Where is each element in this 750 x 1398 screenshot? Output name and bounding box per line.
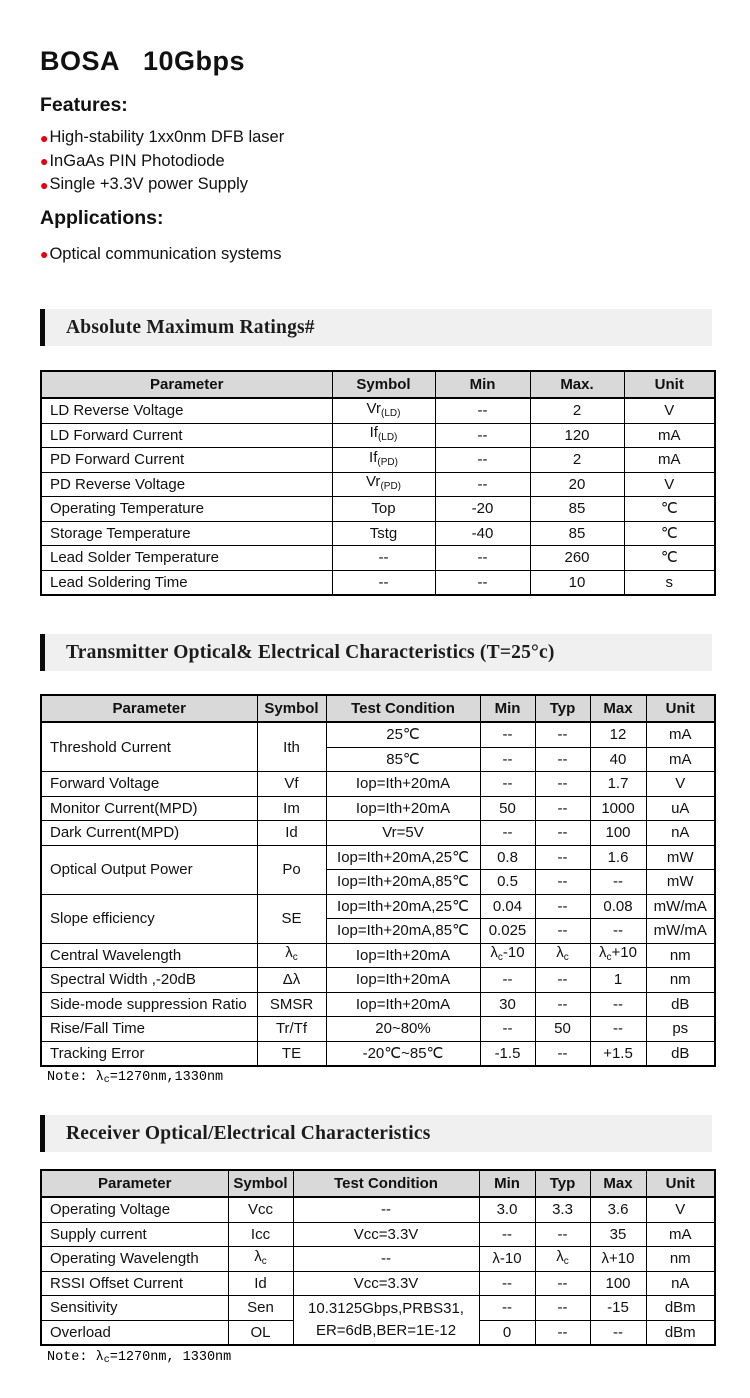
cell-unit: nm [646, 1247, 715, 1272]
cell-parameter: Spectral Width ,-20dB [41, 968, 257, 993]
cell-unit: V [624, 398, 715, 423]
cell-min: -- [435, 570, 530, 595]
cell-min [479, 1247, 535, 1272]
datasheet-page [0, 46, 750, 1398]
bullet-icon: ● [40, 246, 49, 263]
cell-max: 85 [530, 497, 624, 522]
section-title: Receiver Optical/Electrical Characteristics [66, 1122, 431, 1144]
cell-max: 1 [590, 968, 646, 993]
header-cell: Typ [535, 1170, 590, 1197]
header-cell: Symbol [228, 1170, 293, 1197]
table-row [41, 1197, 715, 1222]
cell-unit: ℃ [624, 497, 715, 522]
feature-item [40, 150, 712, 174]
section-bar-absolute-maximum-ratings [40, 309, 712, 346]
cell-condition: Iop=Ith+20mA [326, 992, 480, 1017]
table-row [41, 423, 715, 448]
cell-parameter: Supply current [41, 1222, 228, 1247]
feature-text: Single +3.3V power Supply [49, 175, 249, 193]
cell-max: 40 [590, 747, 646, 772]
value-suffix: -10 [499, 1250, 522, 1268]
symbol-base: λ [285, 944, 293, 962]
cell-min: -- [480, 722, 535, 747]
cell-parameter: Sensitivity [41, 1296, 228, 1321]
cell-min: -20 [435, 497, 530, 522]
transmitter-characteristics-table [40, 694, 716, 1067]
cell-symbol [332, 497, 435, 522]
symbol-base: λ [254, 1247, 262, 1265]
table-row [41, 398, 715, 423]
note-sub: c [103, 1355, 110, 1366]
header-cell: Max. [530, 371, 624, 398]
cell-condition: -- [293, 1247, 479, 1272]
value-base: λ [556, 1247, 564, 1265]
table-row [41, 1222, 715, 1247]
cell-unit: dB [646, 992, 715, 1017]
cell-min: 50 [480, 796, 535, 821]
cell-parameter: Operating Voltage [41, 1197, 228, 1222]
value-base: λ [490, 944, 498, 962]
cell-parameter: PD Forward Current [41, 448, 332, 473]
cell-symbol: SMSR [257, 992, 326, 1017]
table-header-row [41, 371, 715, 398]
table-row [41, 521, 715, 546]
table-row [41, 546, 715, 571]
symbol-sub: c [292, 952, 298, 964]
cell-typ: -- [535, 968, 590, 993]
table-row [41, 1017, 715, 1042]
cell-symbol [332, 423, 435, 448]
cell-max: -- [590, 870, 646, 895]
cell-typ: -- [535, 1320, 590, 1345]
symbol-base: Top [371, 500, 396, 518]
cell-max: 35 [590, 1222, 646, 1247]
cell-typ: -- [535, 722, 590, 747]
cell-unit: dB [646, 1041, 715, 1066]
cell-max: 100 [590, 821, 646, 846]
cell-unit: mA [646, 747, 715, 772]
table-row [41, 821, 715, 846]
cell-parameter: Forward Voltage [41, 772, 257, 797]
cell-parameter: Rise/Fall Time [41, 1017, 257, 1042]
cell-max: 1000 [590, 796, 646, 821]
cell-unit: mW/mA [646, 894, 715, 919]
cell-condition: 85℃ [326, 747, 480, 772]
cell-unit: dBm [646, 1320, 715, 1345]
applications-heading: Applications: [40, 206, 164, 229]
table-row [41, 894, 715, 919]
cell-condition: Iop=Ith+20mA,85℃ [326, 919, 480, 944]
cell-min: -- [435, 472, 530, 497]
cell-typ: -- [535, 821, 590, 846]
cell-unit: mA [646, 1222, 715, 1247]
value-sub: c [497, 952, 503, 964]
cell-min [480, 943, 535, 968]
cell-max: 10 [530, 570, 624, 595]
cell-symbol [332, 570, 435, 595]
cell-unit: dBm [646, 1296, 715, 1321]
table-row [41, 497, 715, 522]
table-row [41, 992, 715, 1017]
cell-symbol: Id [257, 821, 326, 846]
cell-condition: Iop=Ith+20mA,25℃ [326, 845, 480, 870]
header-cell: Max [590, 695, 646, 722]
cell-symbol: Id [228, 1271, 293, 1296]
cell-min: 0.5 [480, 870, 535, 895]
cell-typ: -- [535, 796, 590, 821]
value-base: λ [601, 1250, 610, 1268]
feature-text: InGaAs PIN Photodiode [49, 151, 225, 170]
cell-typ: 3.3 [535, 1197, 590, 1222]
table-row [41, 1041, 715, 1066]
cell-max: 100 [590, 1271, 646, 1296]
cell-min: -- [479, 1296, 535, 1321]
cell-max: 1.6 [590, 845, 646, 870]
feature-item [40, 173, 712, 197]
cell-parameter: Lead Solder Temperature [41, 546, 332, 571]
cell-parameter: RSSI Offset Current [41, 1271, 228, 1296]
cell-condition: Vr=5V [326, 821, 480, 846]
header-cell: Symbol [257, 695, 326, 722]
table-row [41, 943, 715, 968]
cell-symbol: Im [257, 796, 326, 821]
cell-typ: -- [535, 1271, 590, 1296]
cell-condition: 20~80% [326, 1017, 480, 1042]
section-bar-transmitter-characteristics [40, 634, 712, 671]
cell-symbol [257, 943, 326, 968]
condition-line: ER=6dB,BER=1E-12 [315, 1322, 457, 1339]
cell-min: -- [435, 546, 530, 571]
receiver-characteristics-table [40, 1169, 716, 1346]
cell-unit: ℃ [624, 521, 715, 546]
cell-max: 12 [590, 722, 646, 747]
symbol-base: -- [378, 549, 389, 567]
header-cell: Parameter [41, 371, 332, 398]
application-text: Optical communication systems [49, 244, 282, 263]
cell-typ: -- [535, 919, 590, 944]
cell-parameter: Monitor Current(MPD) [41, 796, 257, 821]
header-cell: Unit [646, 695, 715, 722]
cell-max: 0.08 [590, 894, 646, 919]
cell-unit: mA [624, 423, 715, 448]
transmitter-note [47, 1070, 712, 1086]
cell-symbol: Vf [257, 772, 326, 797]
header-cell: Min [480, 695, 535, 722]
table-row [41, 796, 715, 821]
cell-max: 20 [530, 472, 624, 497]
cell-unit: ps [646, 1017, 715, 1042]
cell-parameter: Operating Temperature [41, 497, 332, 522]
cell-symbol [332, 546, 435, 571]
table-row [41, 448, 715, 473]
cell-min: 30 [480, 992, 535, 1017]
symbol-base: Vr [365, 473, 381, 491]
cell-max: 260 [530, 546, 624, 571]
cell-condition: Iop=Ith+20mA,25℃ [326, 894, 480, 919]
cell-typ: -- [535, 870, 590, 895]
features-list [40, 126, 712, 197]
bullet-icon: ● [40, 129, 49, 146]
cell-unit: mW [646, 870, 715, 895]
header-cell: Parameter [41, 1170, 228, 1197]
cell-min: -- [480, 772, 535, 797]
cell-condition: Iop=Ith+20mA [326, 968, 480, 993]
table-row [41, 722, 715, 747]
cell-symbol: Ith [257, 722, 326, 772]
cell-unit: mA [646, 722, 715, 747]
cell-parameter: LD Reverse Voltage [41, 398, 332, 423]
page-title: BOSA 10Gbps [40, 46, 246, 76]
cell-condition: -- [293, 1197, 479, 1222]
cell-min: 0.04 [480, 894, 535, 919]
cell-symbol: Po [257, 845, 326, 894]
cell-max: -- [590, 1017, 646, 1042]
header-cell: Max [590, 1170, 646, 1197]
cell-max: -- [590, 1320, 646, 1345]
cell-typ: -- [535, 1222, 590, 1247]
value-base: λ [556, 944, 564, 962]
cell-condition: 25℃ [326, 722, 480, 747]
cell-min: -40 [435, 521, 530, 546]
cell-max [590, 943, 646, 968]
applications-list [40, 243, 712, 267]
cell-unit: V [646, 1197, 715, 1222]
cell-typ: -- [535, 894, 590, 919]
cell-max: -- [590, 919, 646, 944]
symbol-base: Vr [366, 399, 381, 417]
section-bar-receiver-characteristics [40, 1115, 712, 1152]
cell-parameter: Side-mode suppression Ratio [41, 992, 257, 1017]
application-item [40, 243, 712, 267]
cell-unit: s [624, 570, 715, 595]
cell-symbol: Sen [228, 1296, 293, 1321]
cell-symbol [332, 472, 435, 497]
cell-min: -- [480, 968, 535, 993]
cell-max: -15 [590, 1296, 646, 1321]
header-cell: Unit [624, 371, 715, 398]
cell-max [590, 1247, 646, 1272]
cell-condition: Vcc=3.3V [293, 1222, 479, 1247]
note-text: Note: λ [47, 1070, 104, 1085]
table-header-row [41, 695, 715, 722]
section-title: Transmitter Optical& Electrical Characteristics (T=25°c) [66, 641, 555, 663]
cell-max: 1.7 [590, 772, 646, 797]
table-row [41, 845, 715, 870]
cell-unit: nA [646, 1271, 715, 1296]
cell-condition: Iop=Ith+20mA,85℃ [326, 870, 480, 895]
table-row [41, 1271, 715, 1296]
cell-typ: -- [535, 747, 590, 772]
cell-max: 2 [530, 398, 624, 423]
cell-min: -- [435, 448, 530, 473]
header-cell: Test Condition [326, 695, 480, 722]
cell-parameter: Central Wavelength [41, 943, 257, 968]
table-header-row [41, 1170, 715, 1197]
cell-min: -- [480, 821, 535, 846]
header-cell: Symbol [332, 371, 435, 398]
cell-min: -- [435, 423, 530, 448]
cell-max: 120 [530, 423, 624, 448]
cell-parameter: LD Forward Current [41, 423, 332, 448]
cell-parameter: PD Reverse Voltage [41, 472, 332, 497]
cell-symbol [332, 448, 435, 473]
value-base: λ [492, 1250, 500, 1268]
cell-max: 85 [530, 521, 624, 546]
feature-text: High-stability 1xx0nm DFB laser [49, 128, 285, 146]
header-cell: Typ [535, 695, 590, 722]
cell-typ [535, 1247, 590, 1272]
header-cell: Min [435, 371, 530, 398]
header-cell: Min [479, 1170, 535, 1197]
cell-min: -- [479, 1222, 535, 1247]
feature-item [40, 126, 712, 150]
absolute-maximum-ratings-table [40, 370, 716, 596]
cell-typ: 50 [535, 1017, 590, 1042]
bullet-icon: ● [40, 176, 49, 193]
cell-parameter: Overload [41, 1320, 228, 1345]
symbol-base: If [369, 424, 378, 442]
note-sub: c [103, 1075, 110, 1086]
cell-min: -1.5 [480, 1041, 535, 1066]
table-row [41, 772, 715, 797]
cell-parameter: Lead Soldering Time [41, 570, 332, 595]
cell-parameter: Storage Temperature [41, 521, 332, 546]
symbol-sub: (PD) [380, 481, 401, 493]
cell-unit: V [624, 472, 715, 497]
cell-min: -- [435, 398, 530, 423]
cell-parameter: Tracking Error [41, 1041, 257, 1066]
cell-max: +1.5 [590, 1041, 646, 1066]
cell-typ: -- [535, 845, 590, 870]
cell-symbol: SE [257, 894, 326, 943]
section-title: Absolute Maximum Ratings# [66, 316, 315, 338]
cell-min: -- [479, 1271, 535, 1296]
cell-symbol [332, 398, 435, 423]
symbol-sub: (PD) [377, 456, 398, 468]
value-sub: c [563, 952, 569, 964]
value-base: λ [599, 944, 607, 962]
features-heading: Features: [40, 94, 128, 116]
cell-symbol [228, 1247, 293, 1272]
receiver-note [47, 1350, 712, 1366]
cell-parameter: Threshold Current [41, 722, 257, 772]
value-suffix: -10 [502, 944, 525, 962]
symbol-base: If [369, 448, 378, 466]
cell-parameter: Optical Output Power [41, 845, 257, 894]
cell-min: -- [480, 1017, 535, 1042]
cell-unit: nm [646, 943, 715, 968]
cell-symbol: Tr/Tf [257, 1017, 326, 1042]
cell-parameter: Operating Wavelength [41, 1247, 228, 1272]
cell-typ: -- [535, 772, 590, 797]
cell-unit: uA [646, 796, 715, 821]
cell-condition: Vcc=3.3V [293, 1271, 479, 1296]
cell-typ [535, 943, 590, 968]
cell-typ: -- [535, 1041, 590, 1066]
cell-typ: -- [535, 992, 590, 1017]
cell-condition [293, 1296, 479, 1346]
cell-typ: -- [535, 1296, 590, 1321]
cell-min: 0 [479, 1320, 535, 1345]
cell-min: 3.0 [479, 1197, 535, 1222]
cell-unit: nm [646, 968, 715, 993]
symbol-sub: (LD) [377, 432, 398, 444]
header-cell: Parameter [41, 695, 257, 722]
cell-max: 2 [530, 448, 624, 473]
value-sub: c [606, 952, 612, 964]
cell-symbol: TE [257, 1041, 326, 1066]
header-cell: Test Condition [293, 1170, 479, 1197]
cell-condition: Iop=Ith+20mA [326, 796, 480, 821]
cell-unit: mW [646, 845, 715, 870]
cell-unit: nA [646, 821, 715, 846]
cell-symbol: Δλ [257, 968, 326, 993]
table-row [41, 1247, 715, 1272]
cell-symbol: Icc [228, 1222, 293, 1247]
cell-min: 0.8 [480, 845, 535, 870]
table-row [41, 968, 715, 993]
value-sub: c [563, 1255, 569, 1267]
cell-unit: ℃ [624, 546, 715, 571]
cell-parameter: Dark Current(MPD) [41, 821, 257, 846]
symbol-base: Tstg [369, 524, 398, 542]
symbol-sub: c [261, 1255, 267, 1267]
cell-symbol: Vcc [228, 1197, 293, 1222]
symbol-sub: (LD) [381, 407, 401, 419]
cell-condition: -20℃~85℃ [326, 1041, 480, 1066]
note-text: Note: λ [47, 1350, 104, 1365]
cell-symbol [332, 521, 435, 546]
header-cell: Unit [646, 1170, 715, 1197]
cell-min: 0.025 [480, 919, 535, 944]
note-text: =1270nm, 1330nm [109, 1350, 232, 1365]
cell-max: 3.6 [590, 1197, 646, 1222]
condition-line: 10.3125Gbps,PRBS31, [308, 1300, 464, 1317]
note-text: =1270nm,1330nm [109, 1070, 224, 1085]
value-suffix: +10 [609, 1250, 635, 1268]
value-suffix: +10 [611, 944, 637, 962]
symbol-base: -- [378, 573, 389, 591]
cell-parameter: Slope efficiency [41, 894, 257, 943]
bullet-icon: ● [40, 153, 49, 170]
table-row [41, 570, 715, 595]
cell-condition: Iop=Ith+20mA [326, 943, 480, 968]
cell-min: -- [480, 747, 535, 772]
cell-max: -- [590, 992, 646, 1017]
cell-symbol: OL [228, 1320, 293, 1345]
cell-unit: V [646, 772, 715, 797]
cell-condition: Iop=Ith+20mA [326, 772, 480, 797]
table-row [41, 1296, 715, 1321]
cell-unit: mW/mA [646, 919, 715, 944]
table-row [41, 472, 715, 497]
cell-unit: mA [624, 448, 715, 473]
